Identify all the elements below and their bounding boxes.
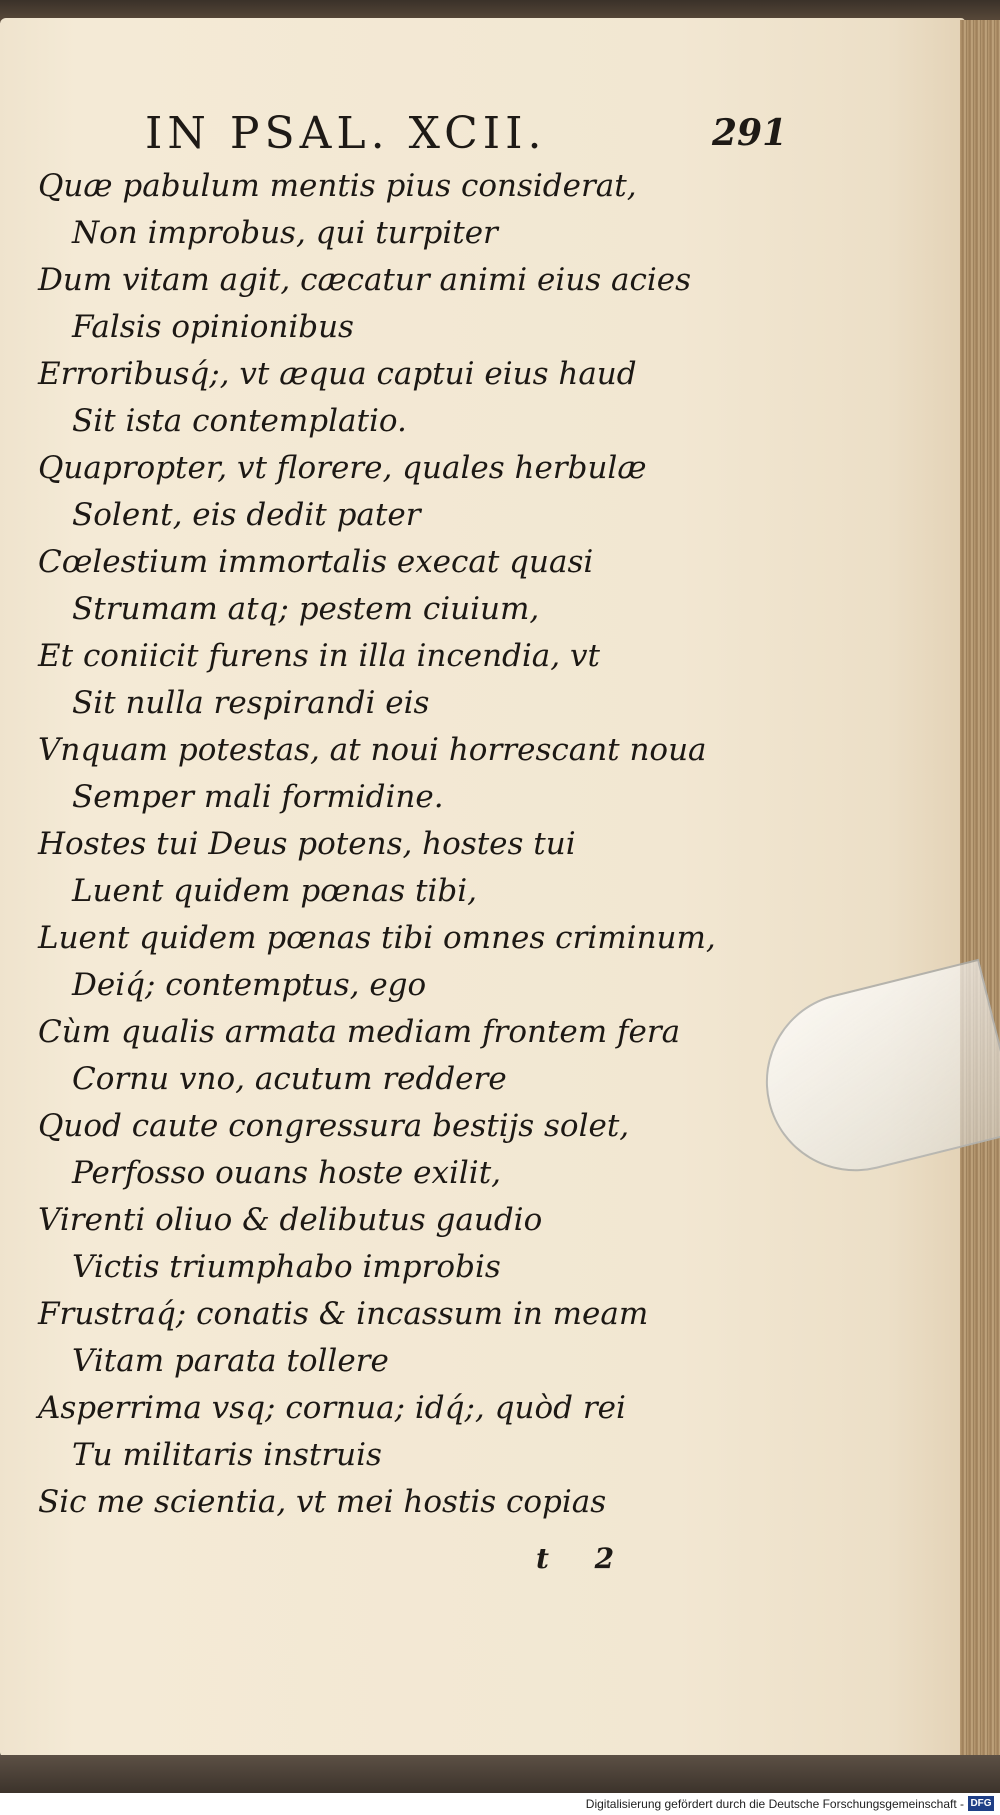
- digitization-credit: Digitalisierung gefördert durch die Deutsche Forschungsgemeinschaft -: [585, 1797, 964, 1811]
- verse-line: Frustraq́; conatis & incassum in meam: [38, 1296, 649, 1332]
- verse-line: Et coniicit furens in illa incendia, vt: [38, 638, 600, 674]
- verse-line: Falsis opinionibus: [72, 309, 354, 345]
- verse-line: Cornu vno, acutum reddere: [72, 1061, 507, 1097]
- verse-line: Semper mali formidine.: [72, 779, 444, 815]
- verse-line: Vnquam potestas, at noui horrescant noua: [38, 732, 707, 768]
- verse-line: Strumam atq; pestem ciuium,: [72, 591, 540, 627]
- verse-line: Cùm qualis armata mediam frontem fera: [38, 1014, 681, 1050]
- verse-line: Quapropter, vt florere, quales herbulæ: [38, 450, 647, 486]
- running-head: IN PSAL. XCII.: [145, 108, 547, 159]
- verse-line: Sic me scientia, vt mei hostis copias: [38, 1484, 607, 1520]
- verse-line: Luent quidem pœnas tibi omnes criminum,: [38, 920, 716, 956]
- verse-line: Victis triumphabo improbis: [72, 1249, 501, 1285]
- dfg-logo: DFG: [968, 1796, 994, 1811]
- verse-line: Quod caute congressura bestijs solet,: [38, 1108, 630, 1144]
- verse-line: Quæ pabulum mentis pius considerat,: [38, 168, 637, 204]
- verse-line: Erroribusq́;, vt æqua captui eius haud: [38, 356, 637, 392]
- page-number: 291: [712, 112, 788, 154]
- verse-line: Tu militaris instruis: [72, 1437, 382, 1473]
- verse-line: Sit ista contemplatio.: [72, 403, 407, 439]
- page-fore-edge: [960, 20, 1000, 1760]
- verse-line: Hostes tui Deus potens, hostes tui: [38, 826, 576, 862]
- book-bottom-edge: [0, 1755, 1000, 1793]
- verse-line: Virenti oliuo & delibutus gaudio: [38, 1202, 543, 1238]
- verse-line: Luent quidem pœnas tibi,: [72, 873, 478, 909]
- verse-line: Asperrima vsq; cornua; idq́;, quòd rei: [38, 1390, 626, 1426]
- verse-line: Cœlestium immortalis execat quasi: [38, 544, 594, 580]
- verse-line: Deiq́; contemptus, ego: [72, 967, 427, 1003]
- verse-line: Perfosso ouans hoste exilit,: [72, 1155, 502, 1191]
- verse-line: Vitam parata tollere: [72, 1343, 389, 1379]
- verse-line: Sit nulla respirandi eis: [72, 685, 430, 721]
- verse-line: Dum vitam agit, cæcatur animi eius acies: [38, 262, 692, 298]
- verse-line: Solent, eis dedit pater: [72, 497, 421, 533]
- signature-mark: t 2: [536, 1542, 633, 1575]
- verse-line: Non improbus, qui turpiter: [72, 215, 498, 251]
